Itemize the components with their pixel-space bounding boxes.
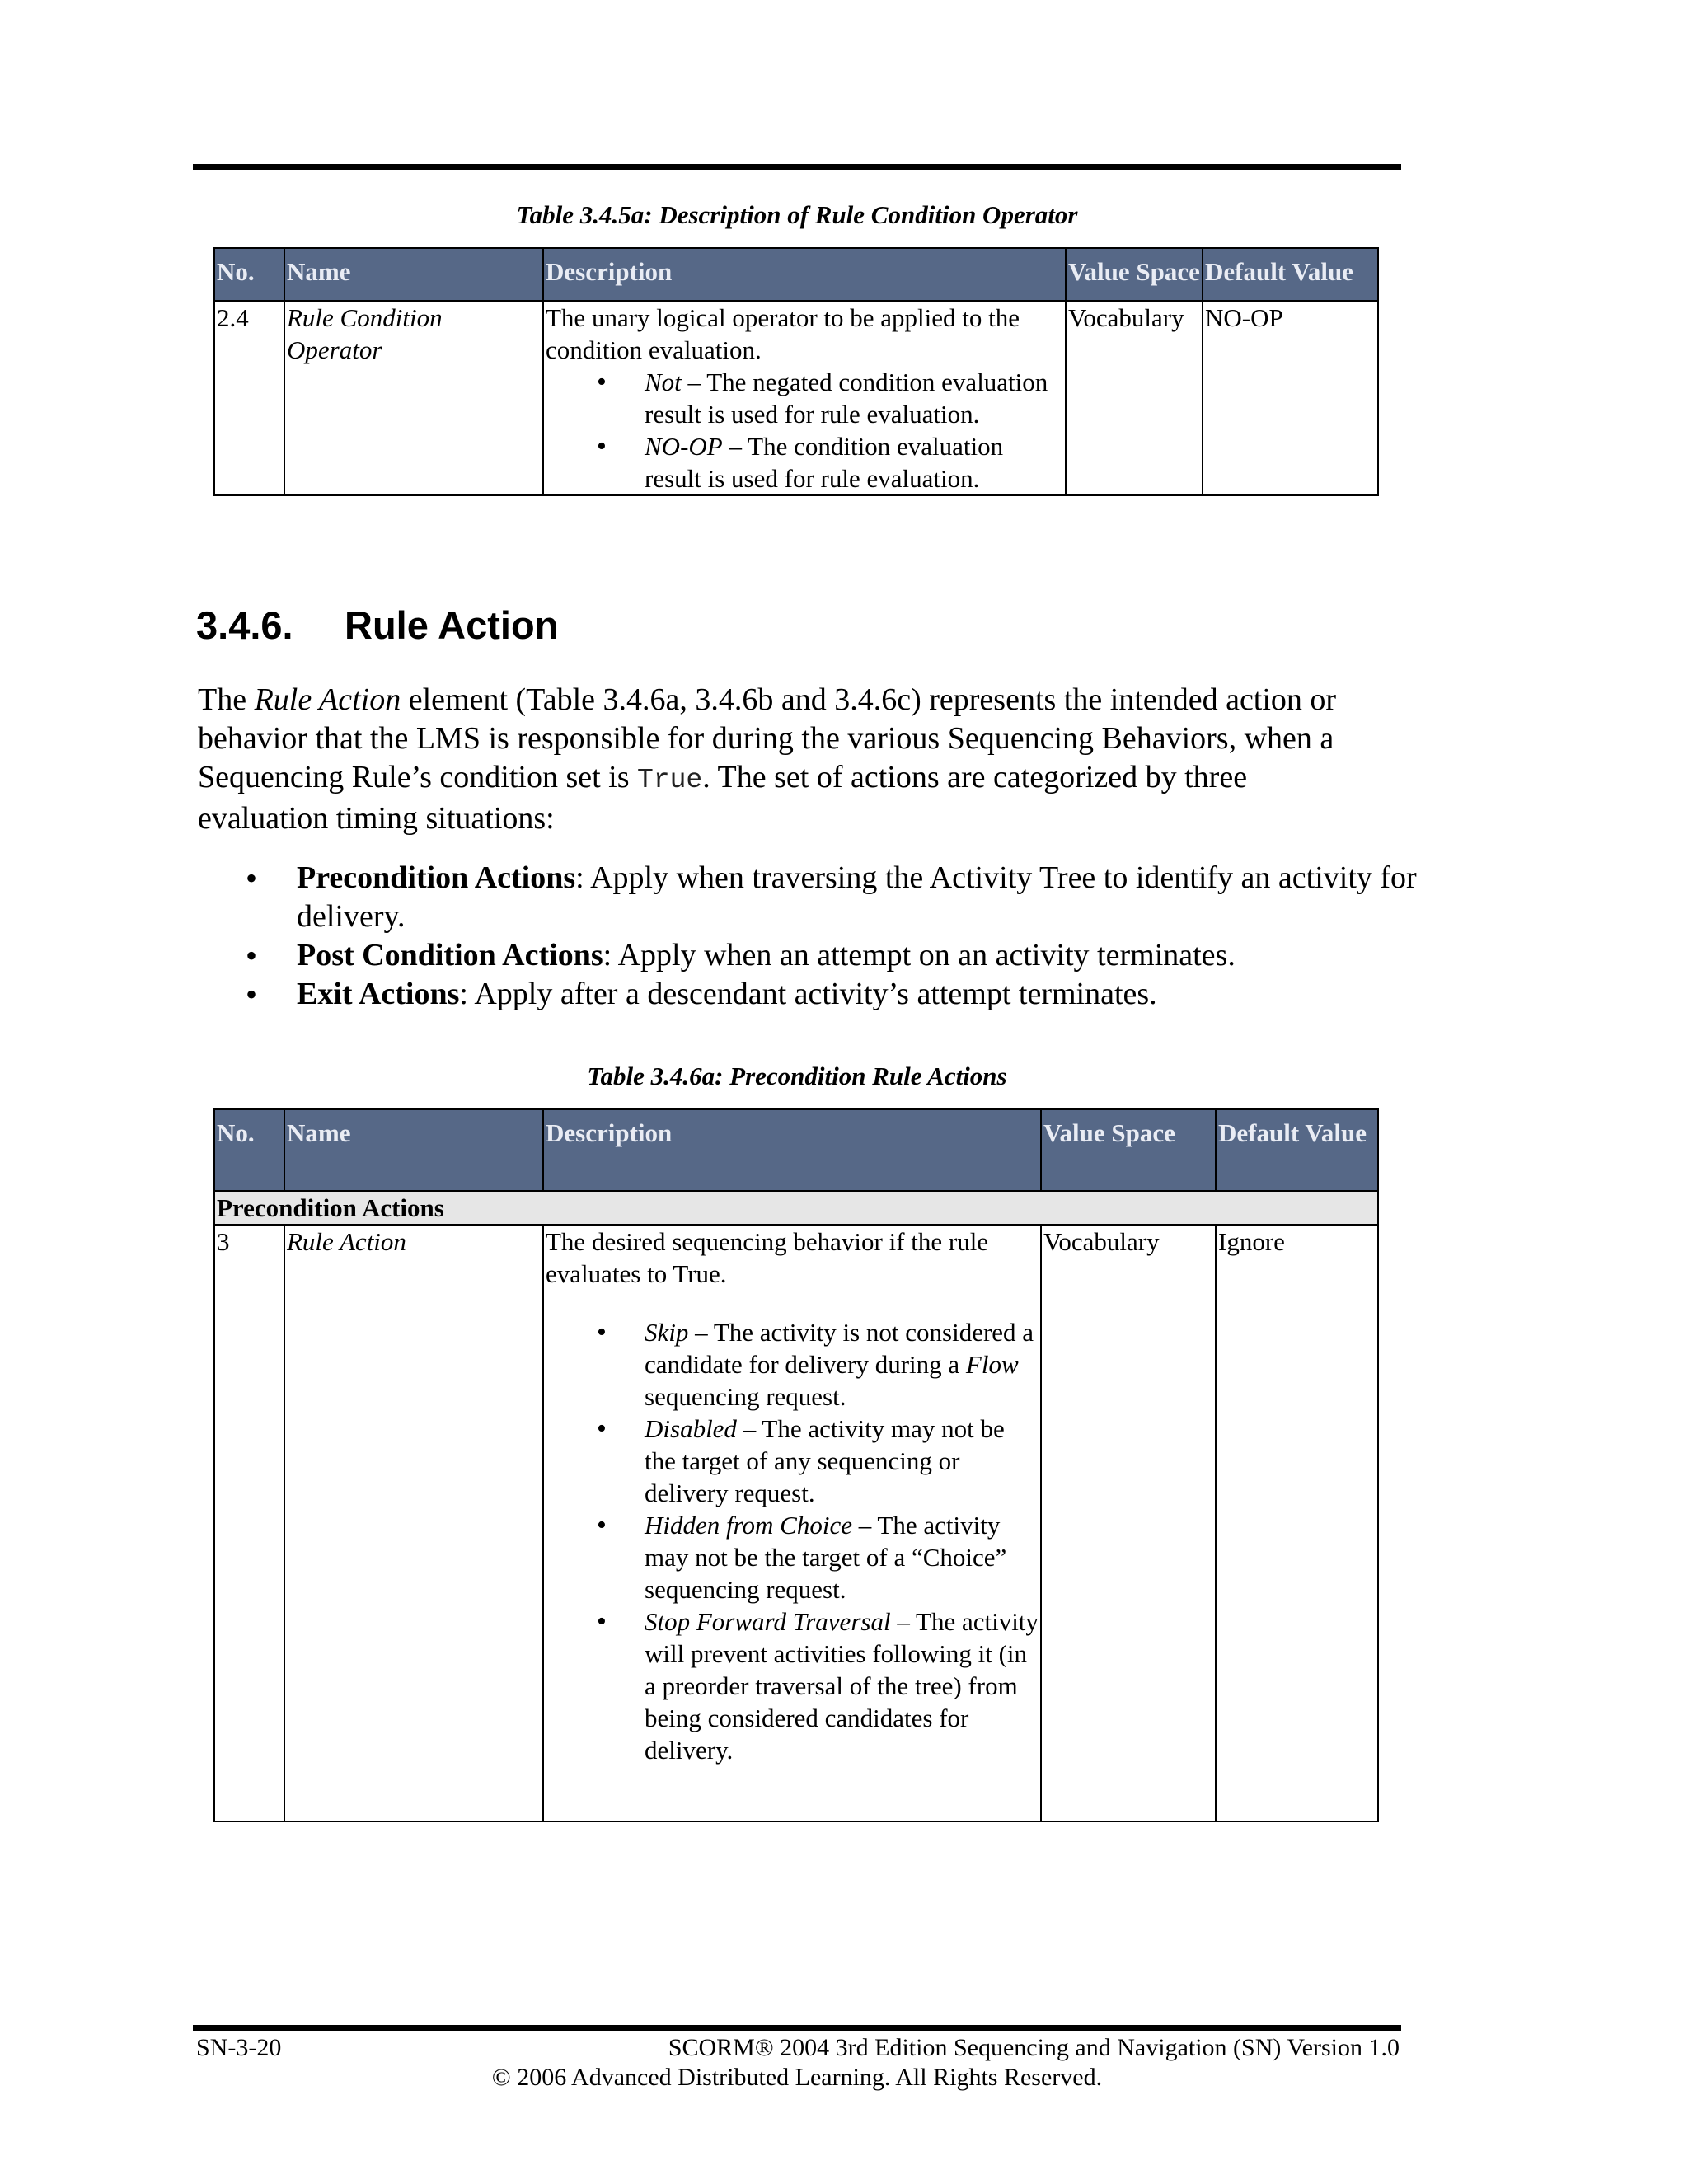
list-item: • Hidden from Choice – The activity may not be the target of a “Choice” sequencing request. bbox=[645, 1509, 1039, 1605]
rule-action-term: Rule Action bbox=[254, 682, 401, 717]
table1-cell-default-value: NO-OP bbox=[1203, 301, 1378, 495]
table1-header-no: No. bbox=[214, 248, 284, 301]
precondition-rule-actions-table bbox=[213, 1108, 1379, 1822]
list-item: • NO-OP – The condition evaluation result is used for rule evaluation. bbox=[645, 430, 1063, 494]
table2-header-row bbox=[214, 1109, 1378, 1191]
table2-header-description: Description bbox=[543, 1109, 1041, 1191]
list-item: • Disabled – The activity may not be the target of any sequencing or delivery request. bbox=[645, 1413, 1039, 1509]
table2-desc-list bbox=[546, 1316, 1039, 1766]
table2-header-name: Name bbox=[284, 1109, 543, 1191]
table2-header-default-value: Default Value bbox=[1216, 1109, 1378, 1191]
section-number: 3.4.6. bbox=[196, 603, 293, 647]
table-row bbox=[214, 1225, 1378, 1821]
table1-header-default-value: Default Value bbox=[1203, 248, 1378, 301]
list-item: • Post Condition Actions: Apply when an attempt on an activity terminates. bbox=[297, 936, 1475, 975]
table1-header-row bbox=[214, 248, 1378, 301]
table1-caption: Table 3.4.5a: Description of Rule Condition Operator bbox=[516, 200, 1078, 229]
table2-header-no: No. bbox=[214, 1109, 284, 1191]
bottom-rule bbox=[193, 2025, 1401, 2031]
table1-cell-description bbox=[543, 301, 1066, 495]
section-title: Rule Action bbox=[345, 603, 559, 647]
table2-cell-name: Rule Action bbox=[284, 1225, 543, 1821]
body-paragraph: The Rule Action element (Table 3.4.6a, 3.4.6b and 3.4.6c) represents the intended action or behavior that the LMS is responsible for during the various Sequencing Behaviors, when a Sequencing Rule’s condition set is True. The set of actions are categorized by three evaluation timing situations: bbox=[198, 682, 1337, 836]
section-heading bbox=[196, 602, 558, 649]
table1-desc-intro: The unary logical operator to be applied to the condition evaluation. bbox=[546, 303, 1020, 364]
rule-condition-operator-table bbox=[213, 247, 1379, 496]
list-item: • Stop Forward Traversal – The activity will prevent activities following it (in a preorder traversal of the tree) from being considered candidates for delivery. bbox=[645, 1605, 1039, 1766]
action-categories-list bbox=[198, 859, 1475, 1014]
footer-document-title: SCORM® 2004 3rd Edition Sequencing and Navigation (SN) Version 1.0 bbox=[668, 2034, 1400, 2061]
table1-desc-list bbox=[546, 366, 1063, 494]
table1-header-name: Name bbox=[284, 248, 543, 301]
table1-header-value-space: Value Space bbox=[1066, 248, 1203, 301]
table2-cell-description bbox=[543, 1225, 1041, 1821]
table1-cell-name: Rule Condition Operator bbox=[284, 301, 543, 495]
list-item: • Precondition Actions: Apply when traversing the Activity Tree to identify an activity for delivery. bbox=[297, 859, 1475, 936]
footer-copyright: © 2006 Advanced Distributed Learning. All Rights Reserved. bbox=[491, 2064, 1103, 2091]
table1-cell-value-space: Vocabulary bbox=[1066, 301, 1203, 495]
top-rule bbox=[193, 164, 1401, 170]
table2-cell-default-value: Ignore bbox=[1216, 1225, 1378, 1821]
table2-caption: Table 3.4.6a: Precondition Rule Actions bbox=[587, 1062, 1007, 1090]
table2-cell-no: 3 bbox=[214, 1225, 284, 1821]
table1-cell-no: 2.4 bbox=[214, 301, 284, 495]
code-true: True bbox=[637, 765, 703, 795]
list-item: • Exit Actions: Apply after a descendant activity’s attempt terminates. bbox=[297, 975, 1475, 1014]
table2-cell-value-space: Vocabulary bbox=[1041, 1225, 1216, 1821]
table2-section-label: Precondition Actions bbox=[214, 1191, 1378, 1225]
list-item: • Not – The negated condition evaluation result is used for rule evaluation. bbox=[645, 366, 1063, 430]
table-row bbox=[214, 301, 1378, 495]
table2-section-row bbox=[214, 1191, 1378, 1225]
list-item: • Skip – The activity is not considered a candidate for delivery during a Flow sequencing request. bbox=[645, 1316, 1039, 1413]
table1-header-description: Description bbox=[543, 248, 1066, 301]
footer-page-number: SN-3-20 bbox=[196, 2034, 282, 2061]
table2-desc-intro: The desired sequencing behavior if the rule evaluates to True. bbox=[546, 1227, 989, 1288]
table2-header-value-space: Value Space bbox=[1041, 1109, 1216, 1191]
